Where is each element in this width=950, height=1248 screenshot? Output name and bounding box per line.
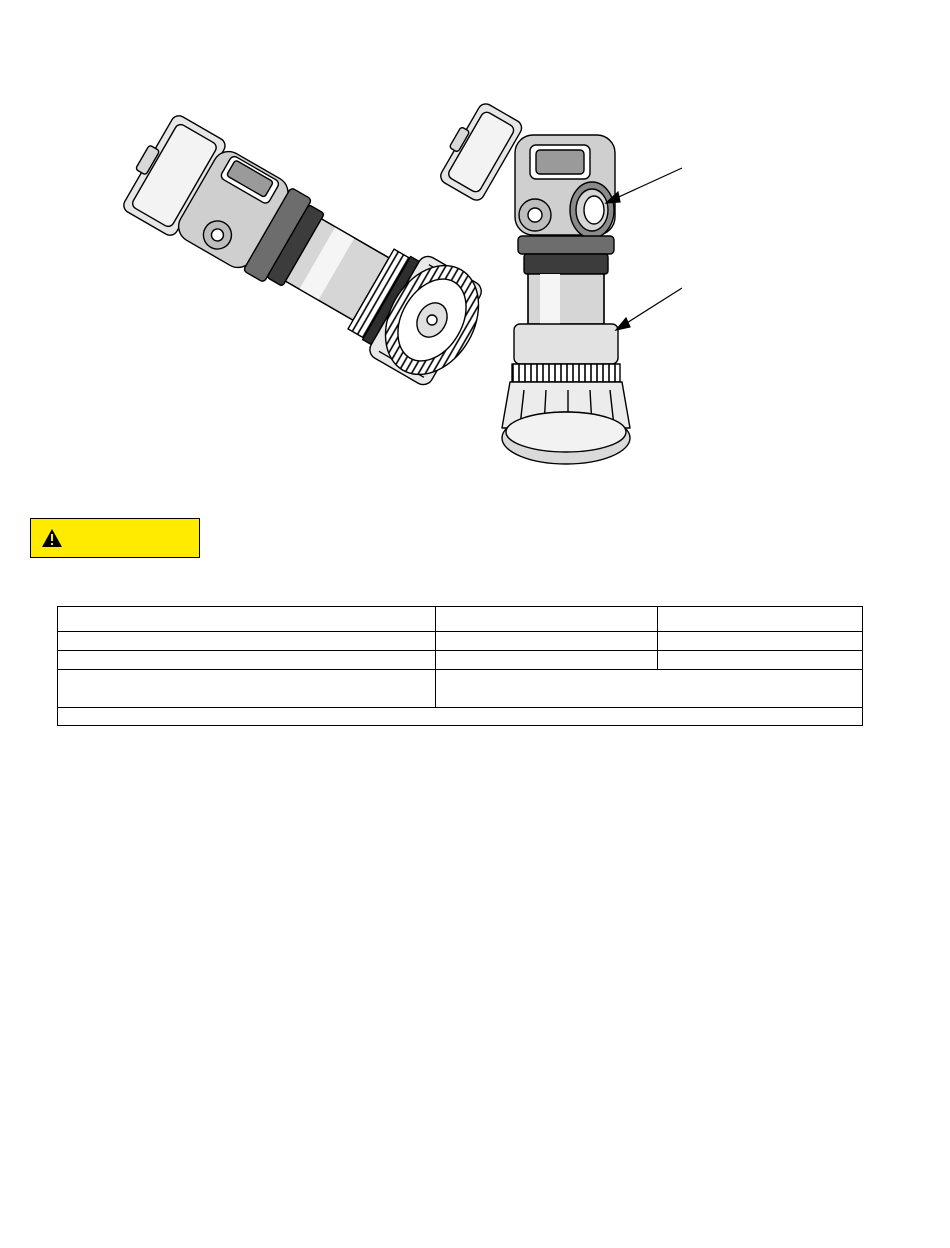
straight-nozzle-drawing: [113, 107, 497, 391]
inlet-callout-arrow: [606, 168, 682, 203]
table-cell: [58, 607, 436, 632]
nozzle-figure: [0, 0, 950, 480]
table-cell: [58, 670, 436, 708]
table-header-row: [58, 607, 863, 632]
table-cell: [658, 651, 863, 670]
table-cell: [436, 670, 863, 708]
table-cell: [436, 651, 658, 670]
table-cell: [436, 632, 658, 651]
caution-banner: [30, 518, 200, 558]
table-cell: [658, 607, 863, 632]
spec-table: [57, 606, 863, 726]
warning-triangle-icon: [41, 528, 63, 548]
table-cell: [436, 607, 658, 632]
table-row: [58, 632, 863, 651]
table-cell: [658, 632, 863, 651]
table-row: [58, 670, 863, 708]
collar-callout-arrow: [616, 288, 682, 330]
table-row: [58, 708, 863, 726]
table-cell: [58, 708, 863, 726]
table-cell: [58, 651, 436, 670]
table-row: [58, 651, 863, 670]
table-cell: [58, 632, 436, 651]
